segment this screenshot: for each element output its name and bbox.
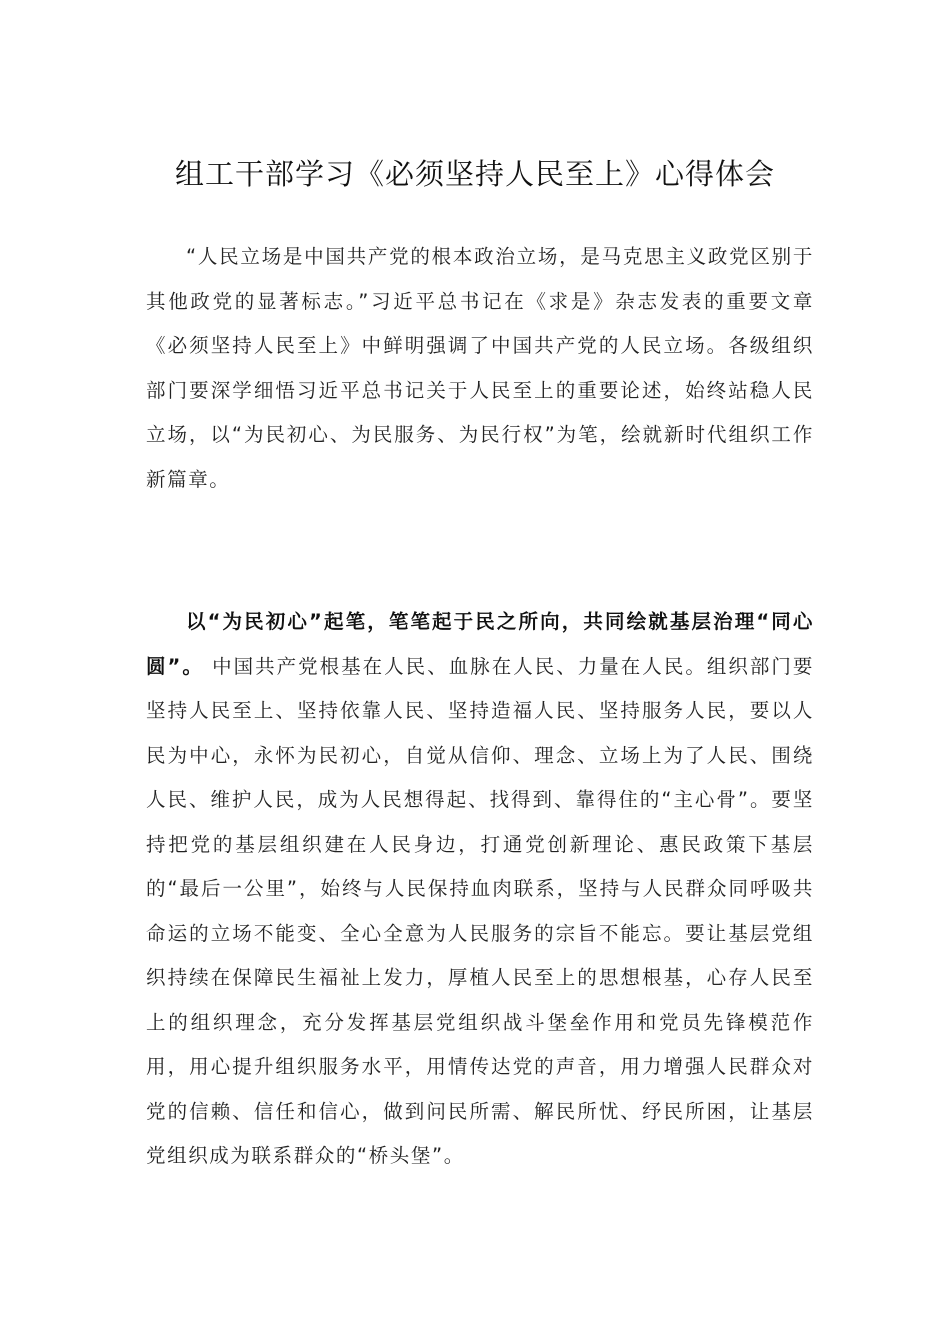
document-title: 组工干部学习《必须坚持人民至上》心得体会 xyxy=(174,157,775,191)
section-body: 中国共产党根基在人民、血脉在人民、力量在人民。组织部门要坚持人民至上、坚持依靠人民、坚持造福人民、坚持服务人民，要以人民为中心，永怀为民初心，自觉从信仰、理念、立场上为了人民、围绕人民、维护人民，成为人民想得起、找得到、靠得住的“主心骨”。要坚持把党的基层组织建在人民身边，打通党创新理论、惠民政策下基层的“最后一公里”，始终与人民保持血肉联系，坚持与人民群众同呼吸共命运的立场不能变、全心全意为人民服务的宗旨不能忘。要让基层党组织持续在保障民生福祉上发力，厚植人民至上的思想根基，心存人民至上的组织理念，充分发挥基层党组织战斗堡垒作用和党员先锋模范作用，用心提升组织服务水平，用情传达党的声音，用力增强人民群众对党的信赖、信任和信心，做到问民所需、解民所忧、纾民所困，让基层党组织成为联系群众的“桥头堡”。 xyxy=(146,654,814,1167)
section-paragraph xyxy=(146,600,814,1179)
section-heading: 以“为民初心”起笔，笔笔起于民之所向，共同绘就基层治理“同心圆”。 xyxy=(146,610,814,678)
intro-paragraph: “人民立场是中国共产党的根本政治立场，是马克思主义政党区别于其他政党的显著标志。”习近平总书记在《求是》杂志发表的重要文章《必须坚持人民至上》中鲜明强调了中国共产党的人民立场。各级组织部门要深学细悟习近平总书记关于人民至上的重要论述，始终站稳人民立场，以“为民初心、为民服务、为民行权”为笔，绘就新时代组织工作新篇章。 xyxy=(146,245,814,491)
